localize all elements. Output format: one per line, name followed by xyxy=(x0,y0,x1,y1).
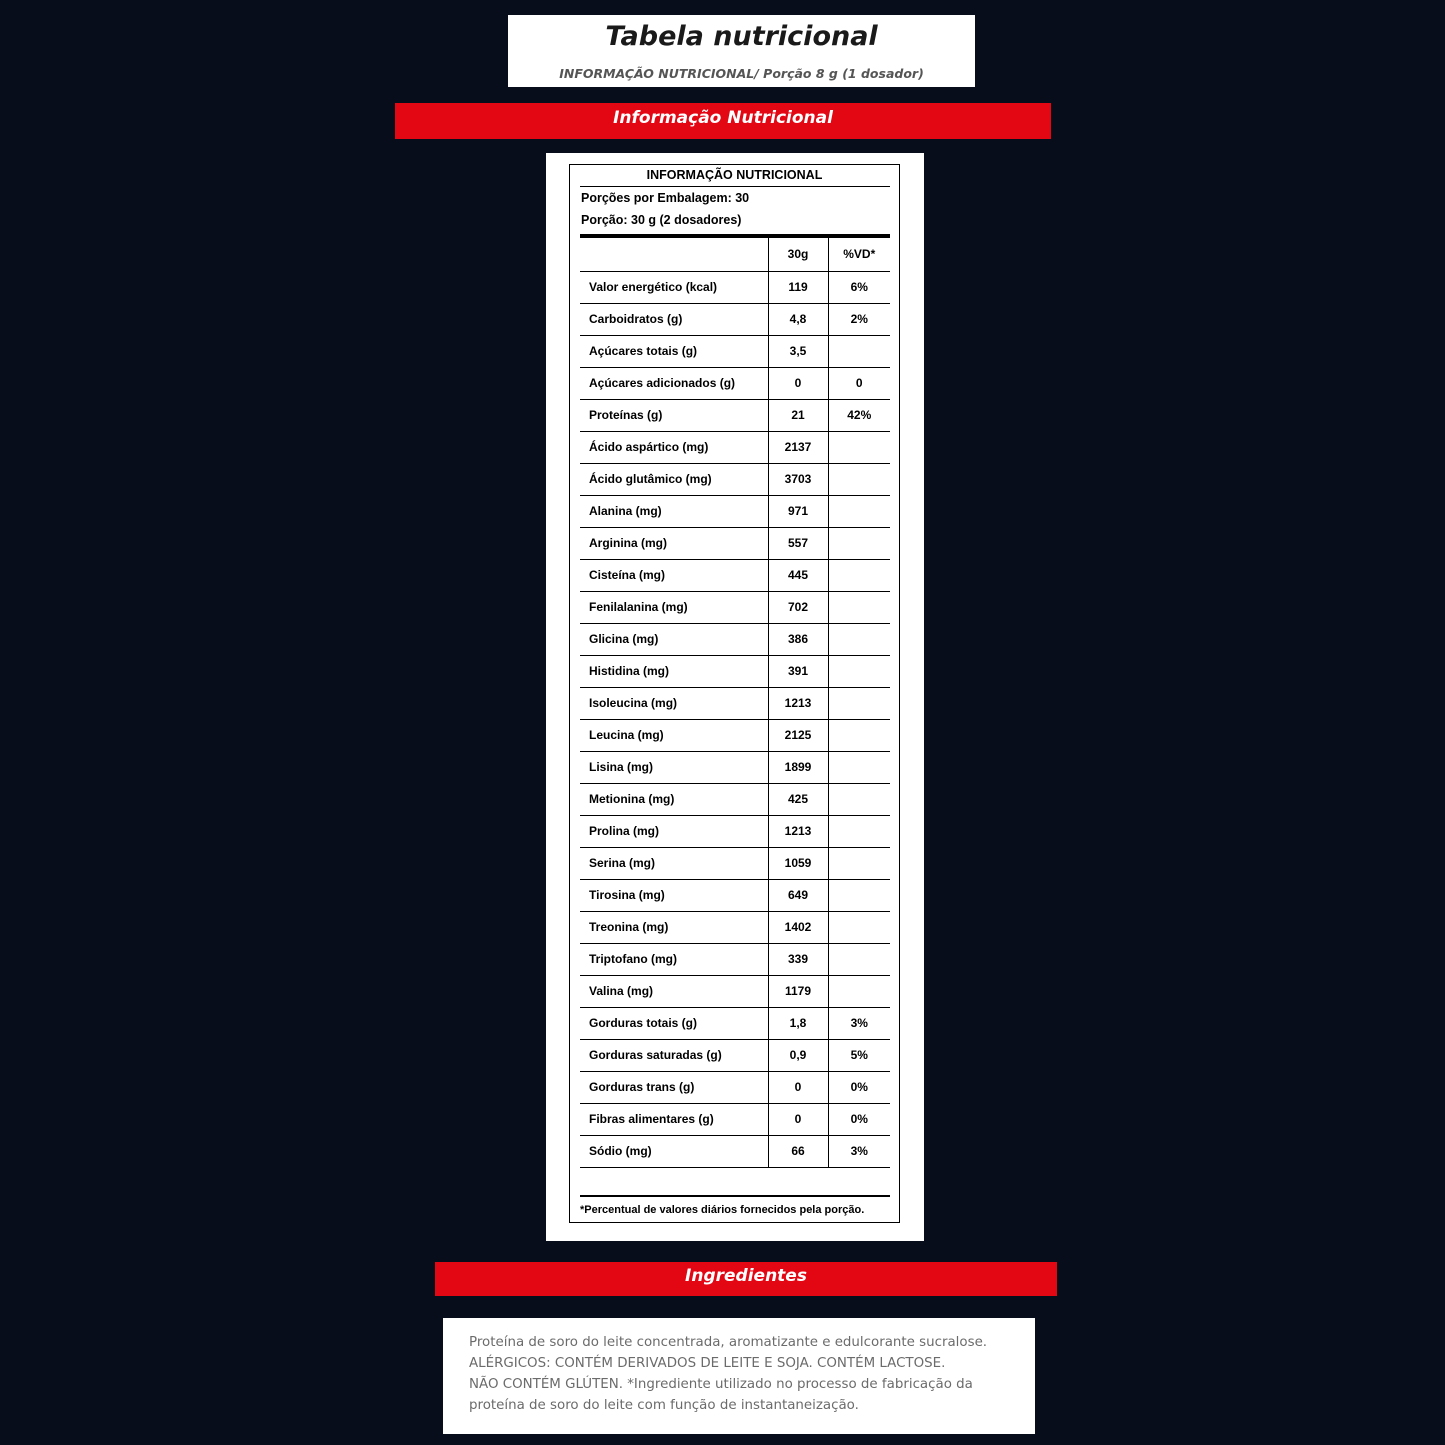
nutrient-name: Sódio (mg) xyxy=(580,1135,768,1167)
nutrient-amount: 3703 xyxy=(768,463,828,495)
nutrient-name: Gorduras totais (g) xyxy=(580,1007,768,1039)
table-row xyxy=(580,783,890,815)
nutrient-dv xyxy=(828,495,890,527)
nutrient-name: Isoleucina (mg) xyxy=(580,687,768,719)
nutrient-amount: 2137 xyxy=(768,431,828,463)
nutrient-amount: 649 xyxy=(768,879,828,911)
table-row xyxy=(580,399,890,431)
nutrient-amount: 1059 xyxy=(768,847,828,879)
nutrient-name: Valina (mg) xyxy=(580,975,768,1007)
table-row xyxy=(580,719,890,751)
nutrient-amount: 702 xyxy=(768,591,828,623)
nutrient-dv xyxy=(828,815,890,847)
table-row xyxy=(580,1135,890,1167)
nutrient-dv xyxy=(828,719,890,751)
ingredients-line: ALÉRGICOS: CONTÉM DERIVADOS DE LEITE E SOJA. CONTÉM LACTOSE. xyxy=(469,1356,946,1371)
nutrient-amount: 0 xyxy=(768,1103,828,1135)
nutrient-name: Prolina (mg) xyxy=(580,815,768,847)
nutrient-dv xyxy=(828,943,890,975)
header-dv: %VD* xyxy=(828,238,890,271)
table-row xyxy=(580,687,890,719)
nutrient-amount: 0 xyxy=(768,367,828,399)
serving-size: Porção: 30 g (2 dosadores) xyxy=(581,213,742,227)
nutrient-amount: 445 xyxy=(768,559,828,591)
nutrition-table-body xyxy=(580,271,890,1167)
nutrient-amount: 1213 xyxy=(768,687,828,719)
nutrient-name: Tirosina (mg) xyxy=(580,879,768,911)
bottom-divider xyxy=(580,1195,890,1197)
nutrient-name: Glicina (mg) xyxy=(580,623,768,655)
nutrient-name: Açúcares totais (g) xyxy=(580,335,768,367)
table-row xyxy=(580,879,890,911)
nutrient-amount: 557 xyxy=(768,527,828,559)
table-row xyxy=(580,335,890,367)
nutrient-amount: 119 xyxy=(768,271,828,303)
ingredients-line: NÃO CONTÉM GLÚTEN. *Ingrediente utilizado no processo de fabricação da xyxy=(469,1377,973,1392)
nutrient-amount: 0,9 xyxy=(768,1039,828,1071)
nutrient-name: Serina (mg) xyxy=(580,847,768,879)
nutrient-dv: 6% xyxy=(828,271,890,303)
table-row xyxy=(580,431,890,463)
servings-per-package: Porções por Embalagem: 30 xyxy=(581,191,750,205)
table-row xyxy=(580,655,890,687)
nutrient-name: Arginina (mg) xyxy=(580,527,768,559)
nutrient-name: Alanina (mg) xyxy=(580,495,768,527)
nutrient-dv xyxy=(828,623,890,655)
nutrient-amount: 1179 xyxy=(768,975,828,1007)
nutrient-dv xyxy=(828,879,890,911)
nutrient-amount: 66 xyxy=(768,1135,828,1167)
header-amount: 30g xyxy=(768,238,828,271)
nutrient-amount: 1213 xyxy=(768,815,828,847)
nutrition-label-card xyxy=(546,153,924,1241)
table-row xyxy=(580,975,890,1007)
table-header-row xyxy=(580,238,890,271)
footnote: *Percentual de valores diários fornecidos pela porção. xyxy=(580,1204,865,1216)
table-row xyxy=(580,559,890,591)
nutrient-dv: 0% xyxy=(828,1103,890,1135)
nutrient-dv xyxy=(828,847,890,879)
nutrient-dv: 0 xyxy=(828,367,890,399)
table-row xyxy=(580,367,890,399)
nutrient-name: Fenilalanina (mg) xyxy=(580,591,768,623)
nutrient-name: Triptofano (mg) xyxy=(580,943,768,975)
table-row xyxy=(580,1071,890,1103)
nutrient-dv xyxy=(828,975,890,1007)
nutrient-amount: 386 xyxy=(768,623,828,655)
nutrient-dv: 3% xyxy=(828,1007,890,1039)
nutrient-name: Valor energético (kcal) xyxy=(580,271,768,303)
divider xyxy=(580,186,890,187)
ingredients-banner: Ingredientes xyxy=(435,1262,1057,1296)
nutrition-table xyxy=(580,238,890,1168)
nutrient-amount: 425 xyxy=(768,783,828,815)
nutrient-amount: 1,8 xyxy=(768,1007,828,1039)
nutrient-dv xyxy=(828,527,890,559)
nutrient-amount: 0 xyxy=(768,1071,828,1103)
nutrient-dv: 42% xyxy=(828,399,890,431)
table-row xyxy=(580,847,890,879)
nutrient-name: Histidina (mg) xyxy=(580,655,768,687)
table-row xyxy=(580,271,890,303)
nutrient-dv xyxy=(828,559,890,591)
nutrient-dv xyxy=(828,911,890,943)
nutrient-name: Carboidratos (g) xyxy=(580,303,768,335)
nutrient-dv xyxy=(828,463,890,495)
nutrient-name: Lisina (mg) xyxy=(580,751,768,783)
ingredients-line: Proteína de soro do leite concentrada, aromatizante e edulcorante sucralose. xyxy=(469,1335,988,1350)
nutrient-amount: 971 xyxy=(768,495,828,527)
nutrient-dv xyxy=(828,655,890,687)
table-row xyxy=(580,1039,890,1071)
label-heading: INFORMAÇÃO NUTRICIONAL xyxy=(646,168,823,182)
nutrient-name: Gorduras trans (g) xyxy=(580,1071,768,1103)
table-row xyxy=(580,623,890,655)
nutrient-amount: 3,5 xyxy=(768,335,828,367)
ingredients-box xyxy=(443,1318,1035,1434)
nutrient-amount: 391 xyxy=(768,655,828,687)
table-row xyxy=(580,911,890,943)
nutrient-dv: 0% xyxy=(828,1071,890,1103)
ingredients-line: proteína de soro do leite com função de instantaneização. xyxy=(469,1398,859,1413)
nutrient-dv: 3% xyxy=(828,1135,890,1167)
nutrient-name: Leucina (mg) xyxy=(580,719,768,751)
table-row xyxy=(580,303,890,335)
nutrient-dv xyxy=(828,591,890,623)
nutrient-dv xyxy=(828,783,890,815)
table-row xyxy=(580,751,890,783)
table-row xyxy=(580,815,890,847)
nutrient-dv xyxy=(828,687,890,719)
title-box xyxy=(508,15,975,87)
nutrient-amount: 2125 xyxy=(768,719,828,751)
table-row xyxy=(580,495,890,527)
nutrient-amount: 1402 xyxy=(768,911,828,943)
header-blank xyxy=(580,238,768,271)
table-row xyxy=(580,1007,890,1039)
nutrient-dv xyxy=(828,335,890,367)
table-row xyxy=(580,1103,890,1135)
nutrient-dv: 5% xyxy=(828,1039,890,1071)
nutrient-name: Ácido aspártico (mg) xyxy=(580,431,768,463)
table-row xyxy=(580,463,890,495)
nutrient-name: Ácido glutâmico (mg) xyxy=(580,463,768,495)
table-row xyxy=(580,527,890,559)
table-row xyxy=(580,943,890,975)
nutrient-dv xyxy=(828,751,890,783)
nutrient-name: Proteínas (g) xyxy=(580,399,768,431)
page-subtitle: INFORMAÇÃO NUTRICIONAL/ Porção 8 g (1 dosador) xyxy=(559,66,924,81)
nutrition-banner: Informação Nutricional xyxy=(395,103,1051,139)
table-row xyxy=(580,591,890,623)
nutrient-amount: 1899 xyxy=(768,751,828,783)
nutrient-name: Treonina (mg) xyxy=(580,911,768,943)
nutrient-amount: 339 xyxy=(768,943,828,975)
page-title: Tabela nutricional xyxy=(605,21,878,52)
nutrient-dv: 2% xyxy=(828,303,890,335)
nutrition-label xyxy=(569,164,900,1223)
nutrient-name: Fibras alimentares (g) xyxy=(580,1103,768,1135)
nutrient-amount: 21 xyxy=(768,399,828,431)
nutrient-name: Cisteína (mg) xyxy=(580,559,768,591)
nutrient-name: Metionina (mg) xyxy=(580,783,768,815)
nutrient-dv xyxy=(828,431,890,463)
nutrient-amount: 4,8 xyxy=(768,303,828,335)
nutrient-name: Açúcares adicionados (g) xyxy=(580,367,768,399)
nutrient-name: Gorduras saturadas (g) xyxy=(580,1039,768,1071)
